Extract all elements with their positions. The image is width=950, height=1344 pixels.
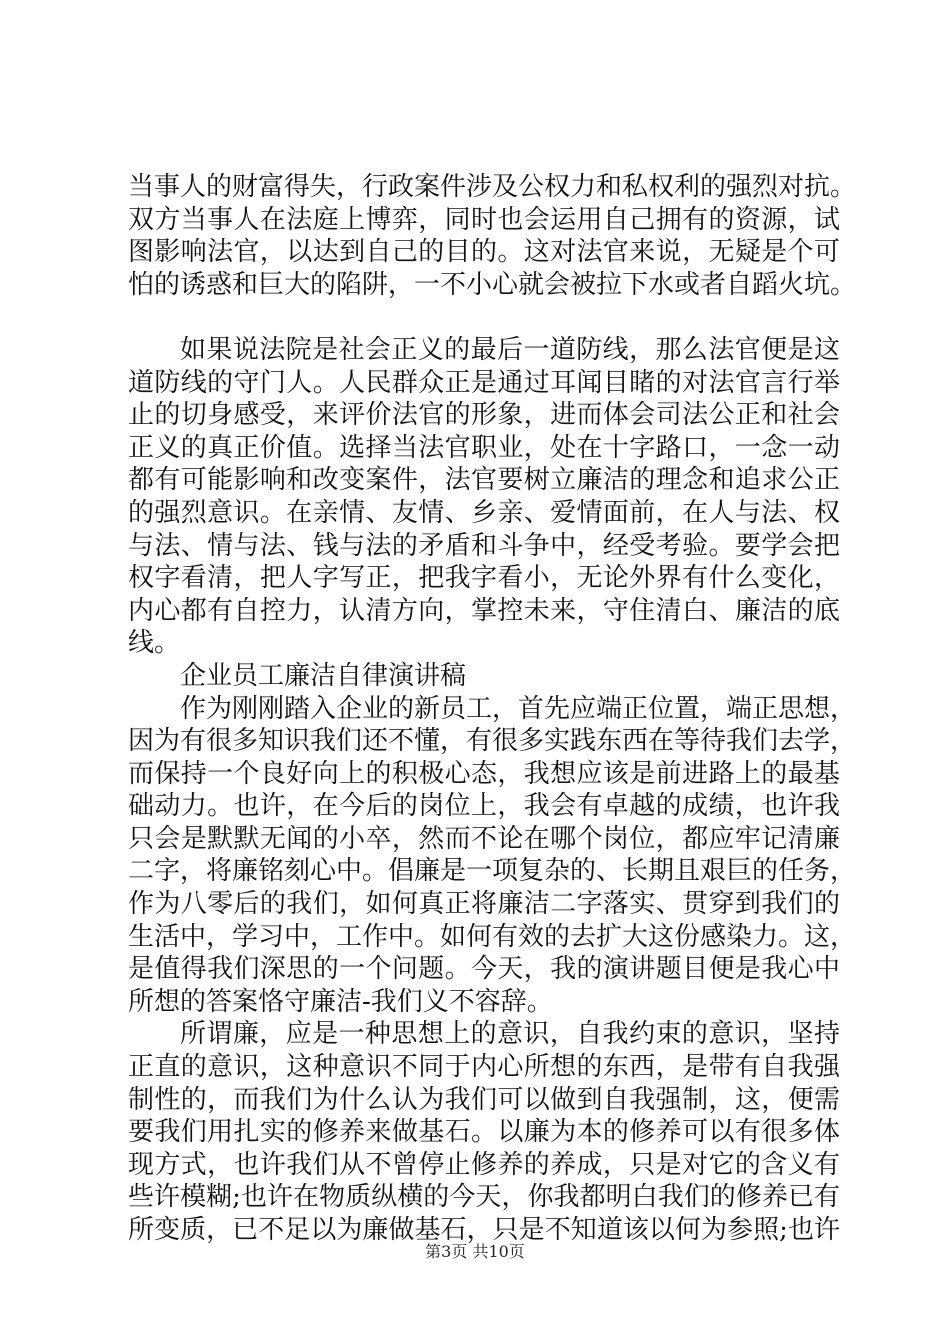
text-line: 怕的诱惑和巨大的陷阱，一不小心就会被拉下水或者自蹈火坑。 [128,269,857,300]
text-line: 所想的答案恪守廉洁-我们义不容辞。 [128,986,553,1017]
text-line: 的强烈意识。在亲情、友情、乡亲、爱情面前，在人与法、权 [128,497,840,528]
text-line: 所变质，已不足以为廉做基石，只是不知道该以何为参照;也许 [128,1215,840,1245]
paragraph-gap [128,301,840,334]
text-line: 现方式，也许我们从不曾停止修养的养成，只是对它的含义有 [128,1149,840,1180]
text-line: 所谓廉，应是一种思想上的意识，自我约束的意识，坚持 [180,1019,840,1050]
speech-title: 企业员工廉洁自律演讲稿 [180,660,467,691]
page-footer [0,1242,950,1262]
text-line: 制性的，而我们为什么认为我们可以做到自我强制，这，便需 [128,1084,840,1115]
text-line: 作为八零后的我们，如何真正将廉洁二字落实、贯穿到我们的 [128,889,840,920]
text-line: 正义的真正价值。选择当法官职业，处在十字路口，一念一动 [128,432,840,463]
text-line: 都有可能影响和改变案件，法官要树立廉洁的理念和追求公正 [128,465,840,496]
text-line: 生活中，学习中，工作中。如何有效的去扩大这份感染力。这， [128,921,857,952]
text-line: 些许模糊;也许在物质纵横的今天，你我都明白我们的修养已有 [128,1182,840,1213]
text-line: 而保持一个良好向上的积极心态，我想应该是前进路上的最基 [128,758,840,789]
text-line: 权字看清，把人字写正，把我字看小，无论外界有什么变化， [128,563,840,594]
text-line: 只会是默默无闻的小卒，然而不论在哪个岗位，都应牢记清廉 [128,823,840,854]
text-line: 当事人的财富得失，行政案件涉及公权力和私权利的强烈对抗。 [128,172,857,202]
text-line: 如果说法院是社会正义的最后一道防线，那么法官便是这 [180,334,840,365]
text-line: 双方当事人在法庭上博弈，同时也会运用自己拥有的资源，试 [128,204,840,235]
text-line: 正直的意识，这种意识不同于内心所想的东西，是带有自我强 [128,1052,840,1083]
text-line: 是值得我们深思的一个问题。今天，我的演讲题目便是我心中 [128,954,840,985]
text-line: 作为刚刚踏入企业的新员工，首先应端正位置，端正思想， [180,693,857,724]
text-line: 二字，将廉铭刻心中。倡廉是一项复杂的、长期且艰巨的任务， [128,856,857,887]
text-line: 道防线的守门人。人民群众正是通过耳闻目睹的对法官言行举 [128,367,840,398]
text-line: 因为有很多知识我们还不懂，有很多实践东西在等待我们去学， [128,726,857,757]
text-line: 础动力。也许，在今后的岗位上，我会有卓越的成绩，也许我 [128,791,840,822]
text-line: 内心都有自控力，认清方向，掌控未来，守住清白、廉洁的底 [128,595,840,626]
page-number-label: 第3页 共10页 [425,1242,525,1261]
text-line: 止的切身感受，来评价法官的形象，进而体会司法公正和社会 [128,400,840,431]
document-body [128,171,857,1247]
text-line: 要我们用扎实的修养来做基石。以廉为本的修养可以有很多体 [128,1117,840,1148]
text-line: 图影响法官，以达到自己的目的。这对法官来说，无疑是个可 [128,237,840,268]
text-line: 与法、情与法、钱与法的矛盾和斗争中，经受考验。要学会把 [128,530,840,561]
text-line: 线。 [128,628,181,659]
